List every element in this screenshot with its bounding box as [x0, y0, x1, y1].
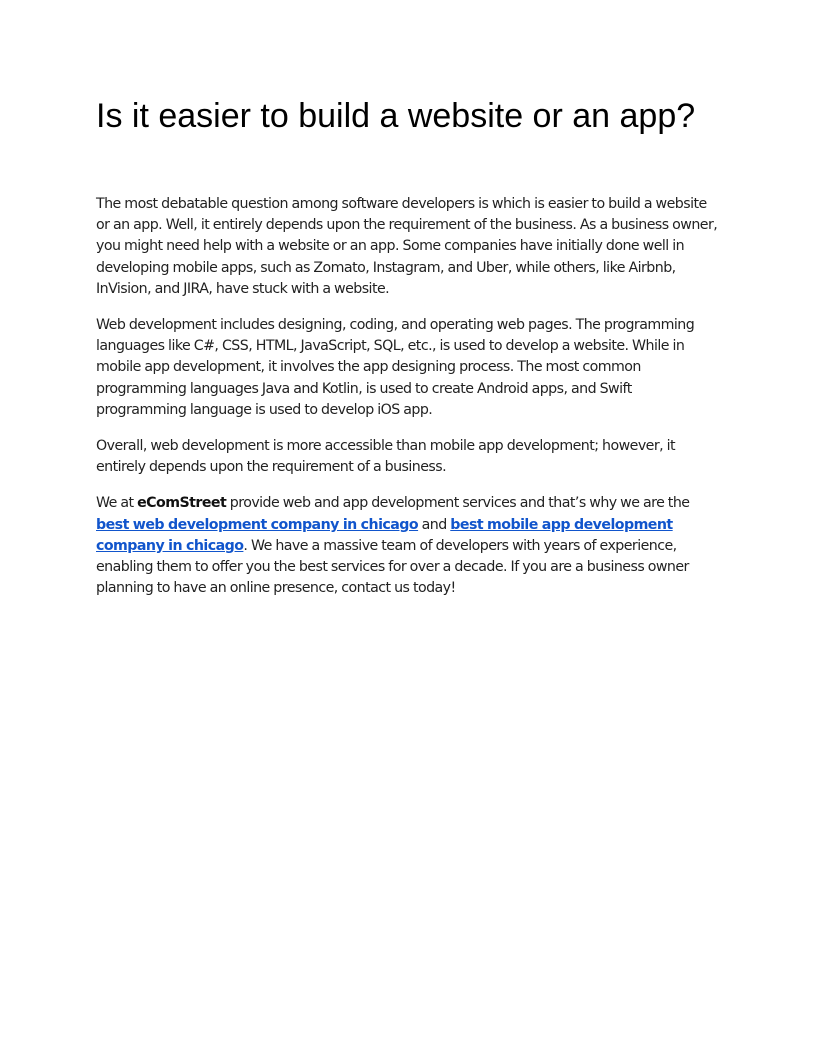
- mobile-app-development-company-link[interactable]: best mobile app development company in chicago: [96, 516, 673, 554]
- document-title: Is it easier to build a website or an app?: [96, 97, 696, 135]
- closing-outro-text: . We have a massive team of developers with years of experience, enabling them to offer you the best services for over a decade. If you are a business owner planning to have an online presence, contact us today!: [96, 537, 689, 597]
- web-development-company-link[interactable]: best web development company in chicago: [96, 516, 419, 533]
- paragraph-intro: The most debatable question among software developers is which is easier to build a website or an app. Well, it entirely depends upon the requirement of the business. As a business owner, you might need help with a website or an app. Some companies have initially done well in developing mobile apps, such as Zomato, Instagram, and Uber, while others, like Airbnb, InVision, and JIRA, have stuck with a website.: [96, 196, 718, 297]
- paragraph-closing: [96, 493, 722, 599]
- paragraph-web-development: Web development includes designing, coding, and operating web pages. The programming languages like C#, CSS, HTML, JavaScript, SQL, etc., is used to develop a website. While in mobile app development, it involves the app designing process. The most common programming languages Java and Kotlin, is used to create Android apps, and Swift programming language is used to develop iOS app.: [96, 317, 695, 418]
- closing-between-links-text: and: [418, 516, 451, 533]
- brand-name: eComStreet: [137, 495, 227, 512]
- closing-after-brand-text: provide web and app development services and that’s why we are the: [226, 495, 690, 512]
- closing-intro-text: We at: [96, 495, 138, 512]
- document-body: [96, 194, 722, 614]
- paragraph-overall: Overall, web development is more accessible than mobile app development; however, it entirely depends upon the requirement of a business.: [96, 438, 676, 476]
